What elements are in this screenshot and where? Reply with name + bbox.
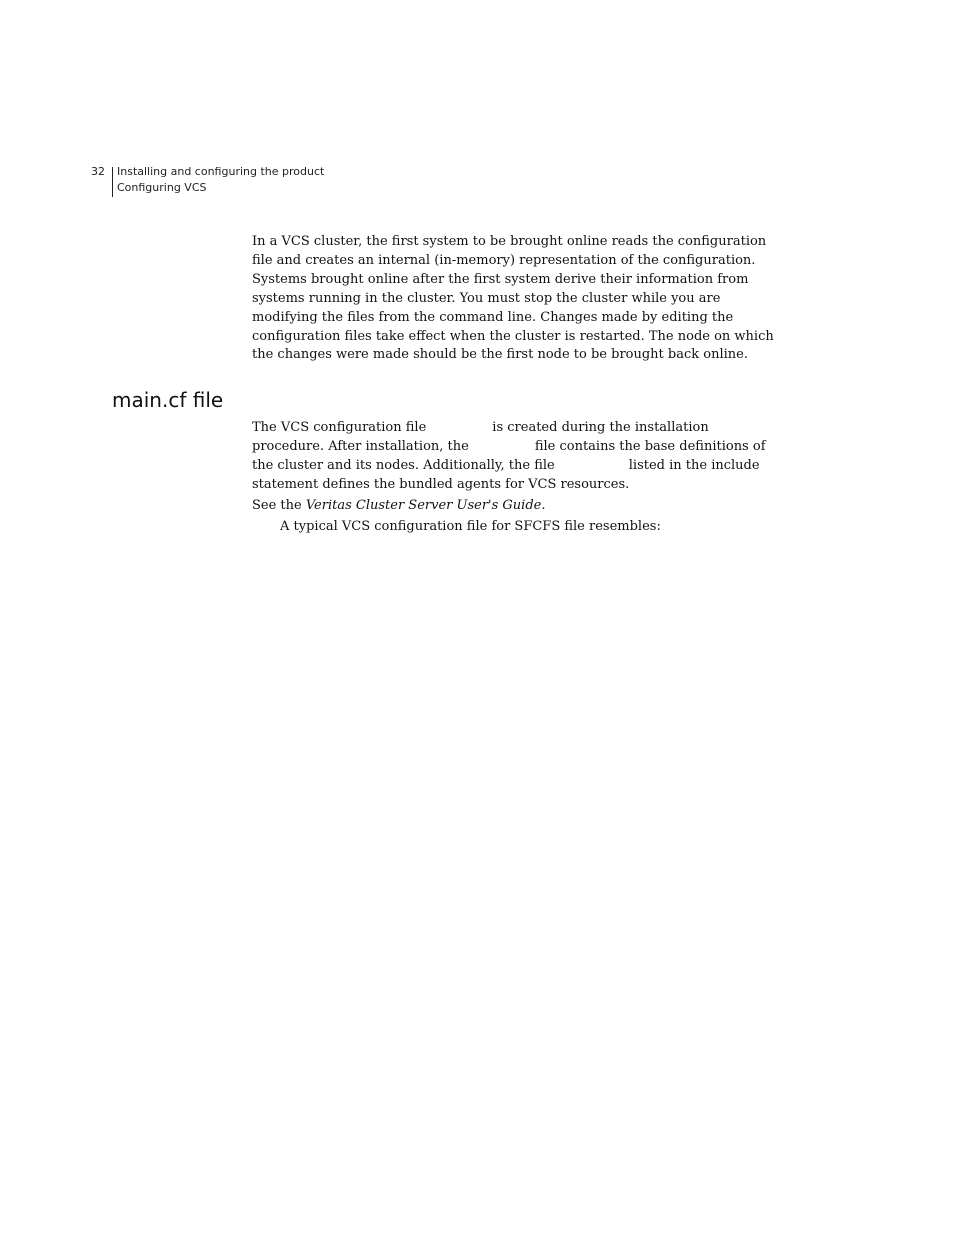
section-heading: main.cf file xyxy=(112,388,224,412)
typical-paragraph: A typical VCS configuration file for SFCFS file resembles: xyxy=(280,519,661,534)
maincf-text: procedure. After installation, the xyxy=(252,438,469,454)
maincf-text: is created during the installation xyxy=(492,420,709,435)
intro-line: modifying the files from the command line. Changes made by editing the xyxy=(252,309,734,325)
maincf-line xyxy=(252,419,762,438)
see-prefix: See the xyxy=(252,498,306,513)
intro-paragraph xyxy=(252,233,774,365)
maincf-text: The VCS configuration file xyxy=(252,420,427,435)
running-head-rule xyxy=(112,167,113,197)
intro-line: the changes were made should be the first node to be brought back online. xyxy=(252,347,748,363)
running-head-titles xyxy=(117,164,324,196)
maincf-line: statement defines the bundled agents for VCS resources. xyxy=(252,476,630,492)
section-title: Configuring VCS xyxy=(117,181,207,194)
maincf-paragraph xyxy=(252,419,766,495)
intro-line: file and creates an internal (in-memory) representation of the configuration. xyxy=(252,252,756,268)
intro-line: configuration files take effect when the cluster is restarted. The node on which xyxy=(252,328,774,344)
intro-line: systems running in the cluster. You must stop the cluster while you are xyxy=(252,290,721,306)
intro-line: Systems brought online after the first system derive their information from xyxy=(252,271,749,287)
maincf-line xyxy=(252,457,762,476)
see-paragraph xyxy=(252,497,546,516)
page-number: 32 xyxy=(91,165,105,178)
guide-title: Veritas Cluster Server User's Guide xyxy=(305,498,542,513)
chapter-title: Installing and configuring the product xyxy=(117,165,325,178)
maincf-text: the cluster and its nodes. Additionally, the file xyxy=(252,457,555,473)
see-suffix: . xyxy=(541,498,546,513)
maincf-line xyxy=(252,438,766,457)
intro-line: In a VCS cluster, the first system to be brought online reads the configuration xyxy=(252,234,767,249)
maincf-text: listed in the include xyxy=(628,457,760,473)
maincf-text: file contains the base definitions of xyxy=(534,438,766,454)
